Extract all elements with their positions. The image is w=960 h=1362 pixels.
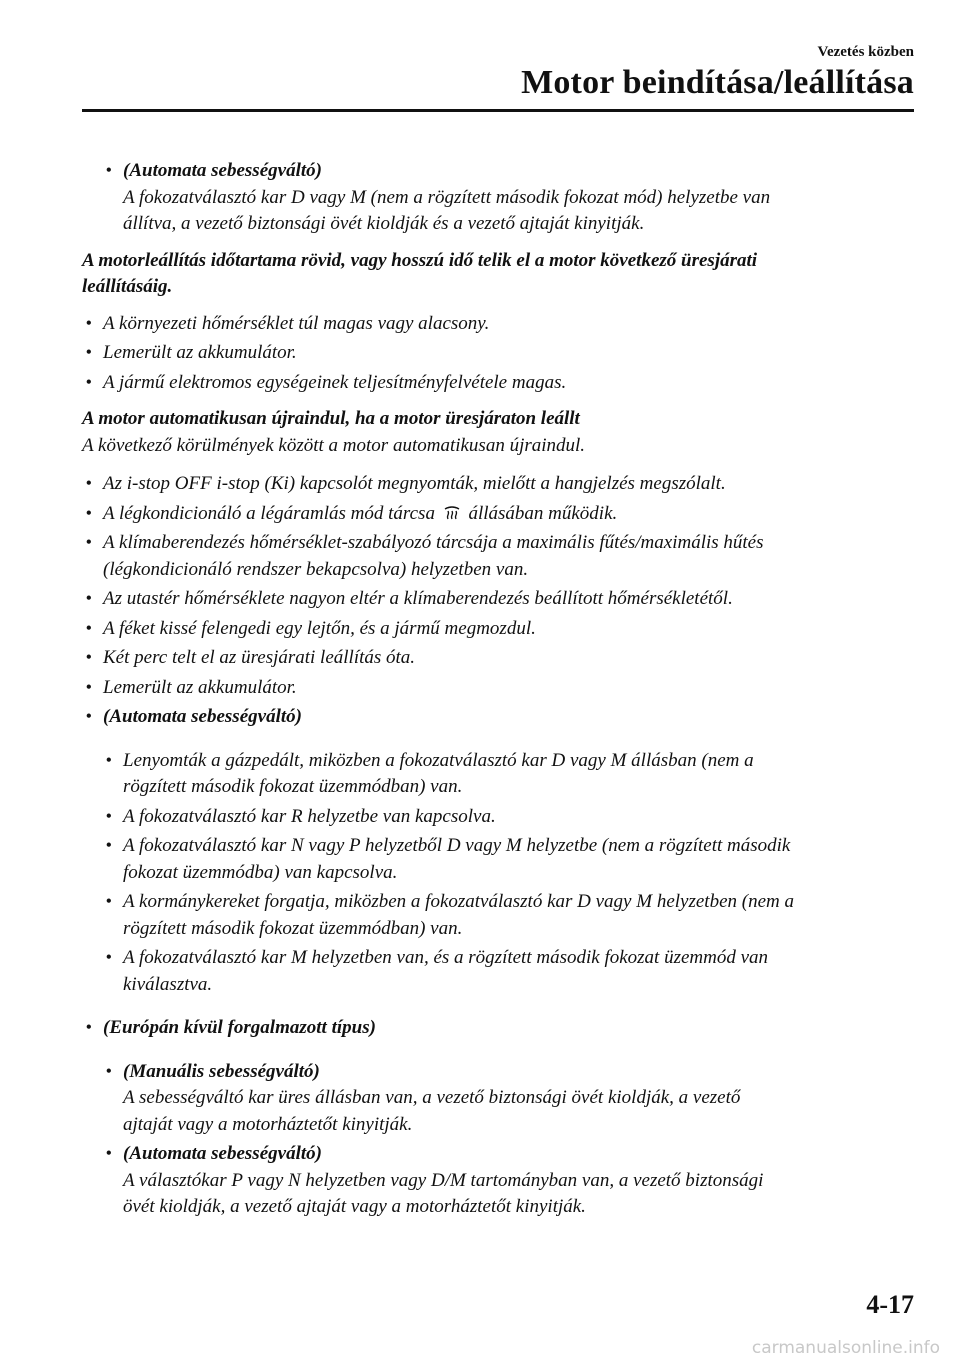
list-item	[82, 616, 917, 643]
bullet: •	[106, 162, 112, 179]
list-item	[82, 530, 917, 583]
item-text: A jármű elektromos egységeinek teljesítményfelvétele magas.	[103, 371, 567, 393]
list-item	[102, 889, 917, 942]
page-content	[82, 158, 917, 1224]
bullet: •	[106, 837, 112, 854]
item-text: A sebességváltó kar üres állásban van, a vezető biztonsági övét kioldják, a vezető	[123, 1087, 741, 1108]
item-text: Lemerült az akkumulátor.	[103, 676, 297, 698]
list-item	[102, 158, 917, 238]
list-item	[82, 675, 917, 702]
list-item	[82, 1015, 917, 1042]
list-item	[82, 471, 917, 498]
list-item	[82, 311, 917, 338]
item-text-after: állásában működik.	[468, 502, 618, 524]
bullet: •	[86, 534, 92, 551]
heading-line: leállításáig.	[82, 276, 173, 297]
defroster-icon	[443, 505, 461, 521]
page-number: 4-17	[866, 1290, 914, 1319]
bullet: •	[106, 1145, 112, 1162]
item-text: A környezeti hőmérséklet túl magas vagy alacsony.	[103, 312, 490, 334]
item-text: kiválasztva.	[123, 973, 213, 995]
bullet: •	[86, 1019, 92, 1036]
item-text: A klímaberendezés hőmérséklet-szabályozó tárcsája a maximális fűtés/maximális hűtés	[103, 532, 764, 553]
item-text: fokozat üzemmódba) van kapcsolva.	[123, 861, 398, 883]
item-text: rögzített második fokozat üzemmódban) van.	[123, 776, 463, 797]
list-item	[82, 501, 917, 528]
list-item	[82, 704, 917, 731]
item-text: A fokozatválasztó kar R helyzetbe van kapcsolva.	[123, 805, 496, 827]
item-label: (Automata sebességváltó)	[123, 1143, 322, 1164]
item-text: ajtaját vagy a motorháztetőt kinyitják.	[123, 1113, 413, 1135]
item-text: Lemerült az akkumulátor.	[103, 342, 297, 363]
list-item	[102, 748, 917, 801]
watermark: carmanualsonline.info	[751, 1338, 940, 1358]
item-text: A választókar P vagy N helyzetben vagy D/M tartományban van, a vezető biztonsági	[123, 1169, 764, 1191]
intro-paragraph: A következő körülmények között a motor automatikusan újraindul.	[82, 434, 586, 456]
header-section: Vezetés közben	[817, 44, 914, 60]
bullet: •	[106, 1062, 112, 1080]
page-title: Motor beindítása/leállítása	[521, 64, 914, 101]
bullet: •	[106, 949, 112, 966]
list-item	[102, 833, 917, 886]
item-label: (Manuális sebességváltó)	[123, 1060, 320, 1082]
bullet: •	[86, 590, 92, 607]
item-text: A féket kissé felengedi egy lejtőn, és a jármű megmozdul.	[103, 617, 536, 639]
item-text	[103, 501, 917, 528]
bullet: •	[86, 649, 92, 666]
section-heading: A motor automatikusan újraindul, ha a motor üresjáraton leállt	[82, 408, 580, 429]
bullet: •	[86, 619, 92, 637]
bullet: •	[86, 708, 92, 725]
item-text: állítva, a vezető biztonsági övét kioldják és a vezető ajtaját kinyitják.	[123, 213, 645, 234]
bullet: •	[106, 893, 112, 910]
bullet: •	[106, 751, 112, 769]
list-item	[82, 645, 917, 672]
list-item	[102, 945, 917, 998]
bullet: •	[86, 504, 92, 522]
list-item	[102, 804, 917, 831]
header-rule	[82, 109, 914, 112]
bullet: •	[86, 475, 92, 492]
item-text-before: A légkondicionáló a légáramlás mód tárcsa	[103, 502, 435, 524]
item-text: A fokozatválasztó kar M helyzetben van, és a rögzített második fokozat üzemmód van	[123, 947, 769, 968]
item-text: Az utastér hőmérséklete nagyon eltér a klímaberendezés beállított hőmérsékletétől.	[103, 588, 733, 609]
spacer	[82, 734, 917, 748]
spacer	[82, 1045, 917, 1059]
item-text: Lenyomták a gázpedált, miközben a fokozatválasztó kar D vagy M állásban (nem a	[123, 749, 754, 771]
item-label: (Európán kívül forgalmazott típus)	[103, 1017, 376, 1038]
item-text: (légkondicionáló rendszer bekapcsolva) helyzetben van.	[103, 558, 529, 580]
item-text: A fokozatválasztó kar N vagy P helyzetből D vagy M helyzetbe (nem a rögzített második	[123, 835, 791, 856]
item-text: rögzített második fokozat üzemmódban) van.	[123, 917, 463, 939]
section-heading	[82, 248, 917, 301]
list-item	[82, 586, 917, 613]
bullet: •	[86, 678, 92, 696]
item-label: (Automata sebességváltó)	[103, 706, 302, 727]
bullet: •	[86, 314, 92, 332]
list-item	[102, 1059, 917, 1139]
list-item	[102, 1141, 917, 1221]
list-item	[82, 340, 917, 367]
bullet: •	[86, 344, 92, 361]
list-item	[82, 370, 917, 397]
item-text: A kormánykereket forgatja, miközben a fokozatválasztó kar D vagy M helyzetben (nem a	[123, 891, 794, 912]
spacer	[82, 1001, 917, 1015]
item-text: övét kioldják, a vezető ajtaját vagy a motorháztetőt kinyitják.	[123, 1196, 586, 1217]
item-text: A fokozatválasztó kar D vagy M (nem a rögzített második fokozat mód) helyzetbe van	[123, 186, 771, 208]
bullet: •	[86, 373, 92, 391]
item-text: Az i-stop OFF i-stop (Ki) kapcsolót megnyomták, mielőtt a hangjelzés megszólalt.	[103, 473, 726, 494]
item-label: (Automata sebességváltó)	[123, 160, 322, 181]
bullet: •	[106, 807, 112, 825]
item-text: Két perc telt el az üresjárati leállítás óta.	[103, 647, 416, 668]
heading-line: A motorleállítás időtartama rövid, vagy hosszú idő telik el a motor következő üresjárati	[82, 249, 758, 271]
